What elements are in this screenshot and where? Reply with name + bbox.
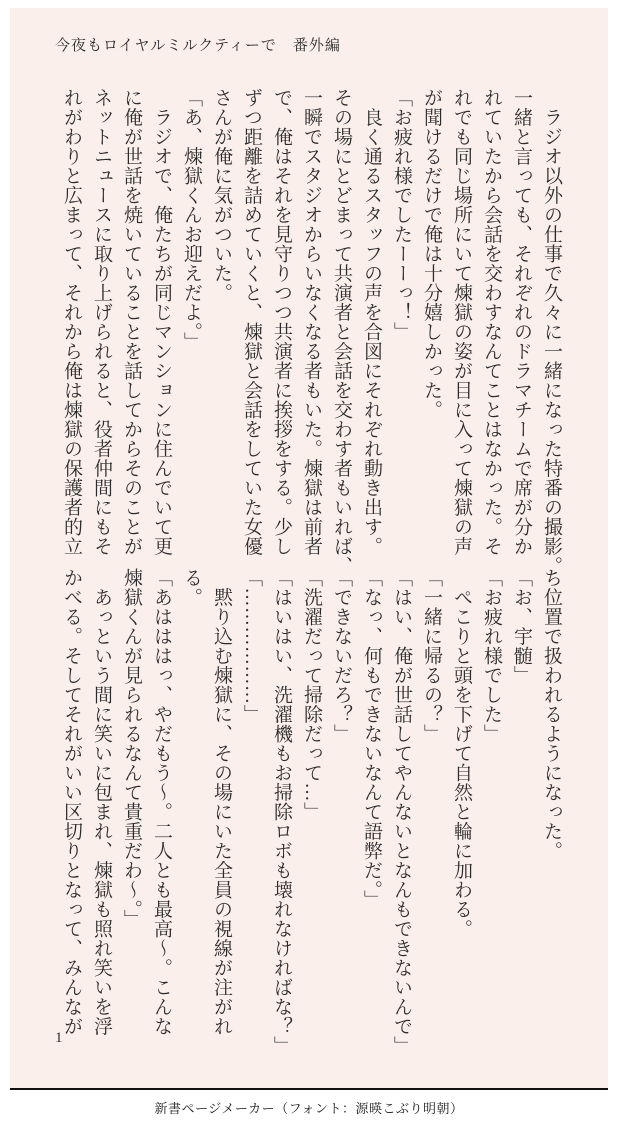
text-line: 「一緒に帰るの？」 xyxy=(421,568,442,744)
text-line: る。 xyxy=(181,568,202,607)
text-line: かべる。そしてそれがいい区切りとなって、みんなが xyxy=(61,568,82,1036)
text-line: 一緒と言っても、それぞれのドラマチームで席が分か xyxy=(511,88,532,556)
page-title: 今夜もロイヤルミルクティーで 番外編 xyxy=(55,38,341,54)
text-line: 「はい、俺が世話してやんないとなんもできないんで」 xyxy=(391,568,412,1056)
text-line: 「できないだろ？」 xyxy=(331,568,352,744)
novel-page xyxy=(10,8,608,1090)
text-line: 一瞬でスタジオからいなくなる者もいた。煉獄は前者 xyxy=(301,88,322,556)
text-line: 黙り込む煉獄に、その場にいた全員の視線が注がれ xyxy=(211,568,232,1036)
footer-caption: 新書ページメーカー（フォント：源暎こぶり明朝） xyxy=(154,1101,464,1116)
text-line: が聞けるだけで俺は十分嬉しかった。 xyxy=(421,88,442,420)
text-line: 「………………」 xyxy=(241,568,262,724)
text-line: 「お疲れ様でしたーーっ！」 xyxy=(391,88,412,342)
text-line: ぺこりと頭を下げて自然と輪に加わる。 xyxy=(451,568,472,939)
text-line: さんが俺に気がついた。 xyxy=(211,88,232,303)
text-line: ずつ距離を詰めていくと、煉獄と会話をしていた女優 xyxy=(241,88,262,556)
text-line: 「お疲れ様でした」 xyxy=(481,568,502,744)
text-line: その場にとどまって共演者と会話を交わす者もいれば、 xyxy=(331,88,352,576)
text-line: 「お、宇髄」 xyxy=(511,568,532,685)
text-line: に俺が世話を焼いていることを話してからそのことが xyxy=(121,88,142,556)
text-line: れでも同じ場所にいて煉獄の姿が目に入って煉獄の声 xyxy=(451,88,472,556)
text-line: 煉獄くんが見られるなんて貴重だわ～。」 xyxy=(121,568,142,929)
text-line: 「はいはい、洗濯機もお掃除ロボも壊れなければな？」 xyxy=(271,568,292,1056)
text-line: ラジオで、俺たちが同じマンションに住んでいて更 xyxy=(151,88,172,556)
text-line: ち位置で扱われるようになった。 xyxy=(541,568,562,861)
text-line: あっという間に笑いに包まれ、煉獄も照れ笑いを浮 xyxy=(91,568,112,1036)
page-number: 1 xyxy=(55,1030,63,1046)
text-line: ネットニュースに取り上げられると、役者仲間にもそ xyxy=(91,88,112,556)
text-line: 良く通るスタッフの声を合図にそれぞれ動き出す。 xyxy=(361,88,382,556)
text-line: れていたから会話を交わすなんてことはなかった。そ xyxy=(481,88,502,556)
text-line: れがわりと広まって、それから俺は煉獄の保護者的立 xyxy=(61,88,82,556)
text-line: ラジオ以外の仕事で久々に一緒になった特番の撮影。 xyxy=(541,88,562,576)
text-line: 「なっ、何もできないなんて語弊だ。」 xyxy=(361,568,382,910)
text-line: 「あ、煉獄くんお迎えだよ。」 xyxy=(181,88,202,352)
text-line: 「あはははっ、やだもう～。二人とも最高～。こんな xyxy=(151,568,172,1036)
text-line: 「洗濯だって掃除だって…」 xyxy=(301,568,322,822)
vertical-text-block-bottom xyxy=(56,568,566,1056)
vertical-text-block-top xyxy=(56,88,566,576)
text-line: で、俺はそれを見守りつつ共演者に挨拶をする。少し xyxy=(271,88,292,556)
